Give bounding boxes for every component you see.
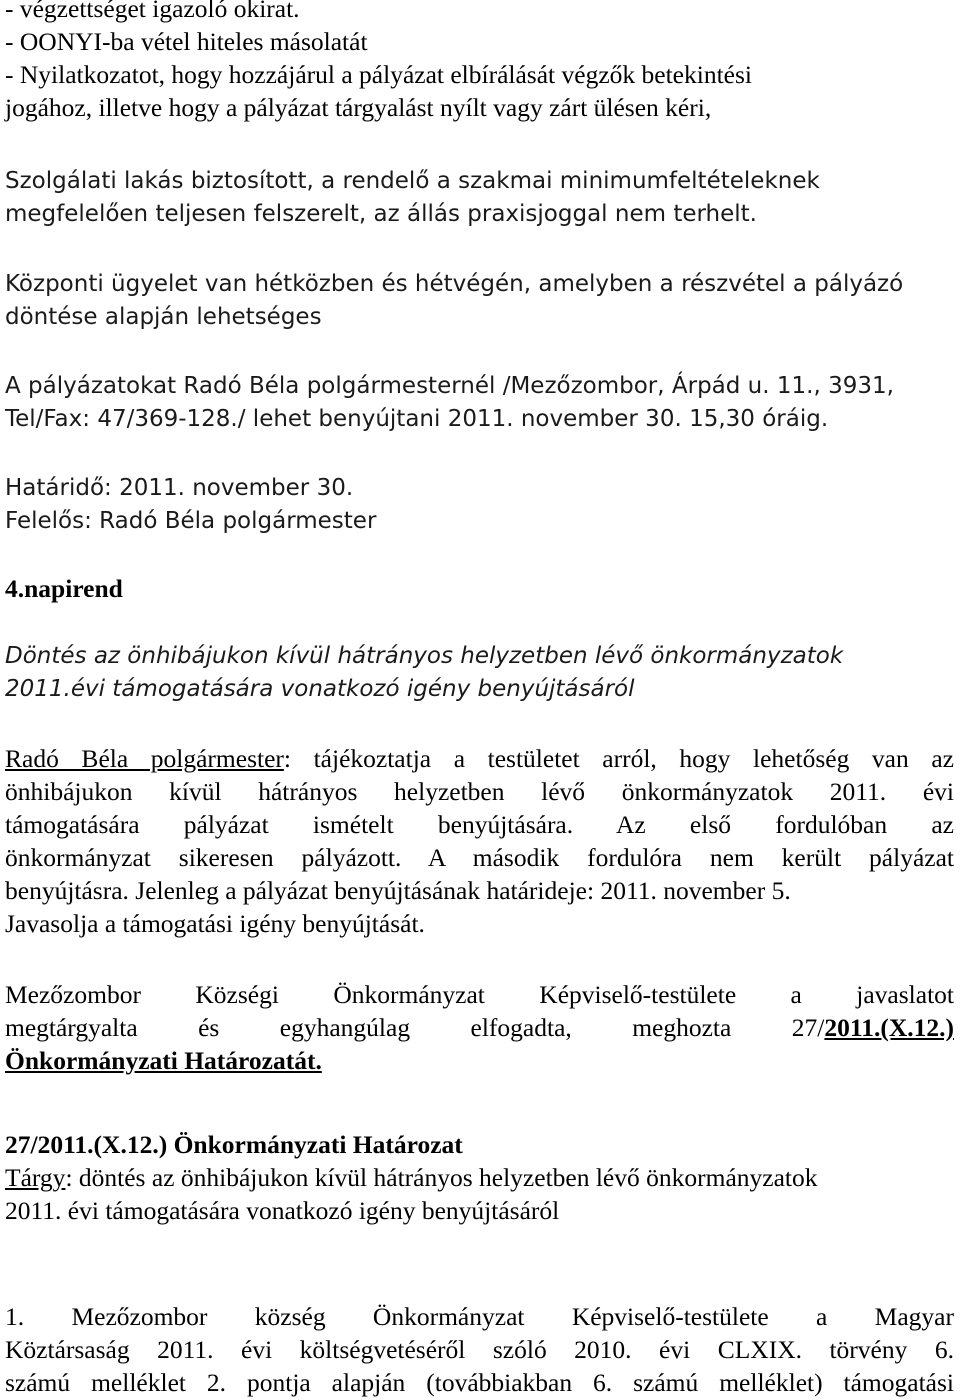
subject-label: Tárgy — [5, 1163, 66, 1192]
list-item-declaration-cont: jogához, illetve hogy a pályázat tárgyalást nyílt vagy zárt ülésen kéri, — [5, 93, 712, 122]
resolution-point-1-line-1: 1. Mezőzombor község Önkormányzat Képviselő-testülete a Magyar — [5, 1302, 954, 1331]
resolution-point-1-line-2: Köztársaság 2011. évi költségvetéséről szóló 2010. évi CLXIX. törvény 6. — [5, 1335, 954, 1364]
decision-paragraph-line-2 — [5, 1011, 954, 1044]
duty-paragraph-line-2: döntése alapján lehetséges — [5, 304, 322, 330]
duty-paragraph-line-1: Központi ügyelet van hétközben és hétvégén, amelyben a részvétel a pályázó — [5, 271, 904, 297]
agenda-title-line-2: 2011.évi támogatására vonatkozó igény benyújtásáról — [5, 676, 635, 702]
mayor-statement-line-3: támogatására pályázat ismételt benyújtására. Az első fordulóban az — [5, 810, 954, 839]
resolution-point-1-line-3: számú melléklet 2. pontja alapján (továbbiakban 6. számú melléklet) támogatási — [5, 1368, 954, 1397]
responsible-line: Felelős: Radó Béla polgármester — [5, 508, 377, 534]
speaker-name: Radó Béla polgármester — [5, 744, 284, 773]
resolution-reference: 2011.(X.12.) — [824, 1013, 954, 1042]
agenda-title-line-1: Döntés az önhibájukon kívül hátrányos helyzetben lévő önkormányzatok — [5, 643, 844, 669]
deadline-line: Határidő: 2011. november 30. — [5, 475, 354, 501]
agenda-heading: 4.napirend — [5, 574, 123, 603]
housing-paragraph-line-2: megfelelően teljesen felszerelt, az állás praxisjoggal nem terhelt. — [5, 201, 757, 227]
decision-text: megtárgyalta és egyhangúlag elfogadta, meghozta 27/ — [5, 1013, 825, 1042]
decision-paragraph-line-3: Önkormányzati Határozatát. — [5, 1046, 322, 1075]
subject-line-2: 2011. évi támogatására vonatkozó igény benyújtásáról — [5, 1196, 560, 1225]
decision-paragraph-line-1: Mezőzombor Községi Önkormányzat Képviselő-testülete a javaslatot — [5, 980, 954, 1009]
mayor-statement-line-5: benyújtásra. Jelenleg a pályázat benyújtásának határideje: 2011. november 5. — [5, 876, 791, 905]
subject-line-1 — [5, 1161, 954, 1194]
mayor-statement-line-4: önkormányzat sikeresen pályázott. A második fordulóra nem került pályázat — [5, 843, 954, 872]
housing-paragraph-line-1: Szolgálati lakás biztosított, a rendelő a szakmai minimumfeltételeknek — [5, 168, 820, 194]
submission-line-1: A pályázatokat Radó Béla polgármesternél /Mezőzombor, Árpád u. 11., 3931, — [5, 373, 894, 399]
list-item-declaration: - Nyilatkozatot, hogy hozzájárul a pályázat elbírálását végzők betekintési — [5, 60, 752, 89]
resolution-heading: 27/2011.(X.12.) Önkormányzati Határozat — [5, 1130, 463, 1159]
mayor-statement-line-1 — [5, 742, 954, 775]
mayor-statement-line-6: Javasolja a támogatási igény benyújtását. — [5, 909, 425, 938]
submission-line-2: Tel/Fax: 47/369-128./ lehet benyújtani 2011. november 30. 15,30 óráig. — [5, 406, 829, 432]
mayor-statement-text: : tájékoztatja a testületet arról, hogy lehetőség van az — [283, 744, 954, 773]
list-item-oonyi-copy: - OONYI-ba vétel hiteles másolatát — [5, 27, 368, 56]
mayor-statement-line-2: önhibájukon kívül hátrányos helyzetben lévő önkormányzatok 2011. évi — [5, 777, 954, 806]
subject-text: : döntés az önhibájukon kívül hátrányos helyzetben lévő önkormányzatok — [65, 1163, 818, 1192]
list-item-qualification: - végzettséget igazoló okirat. — [5, 0, 300, 23]
